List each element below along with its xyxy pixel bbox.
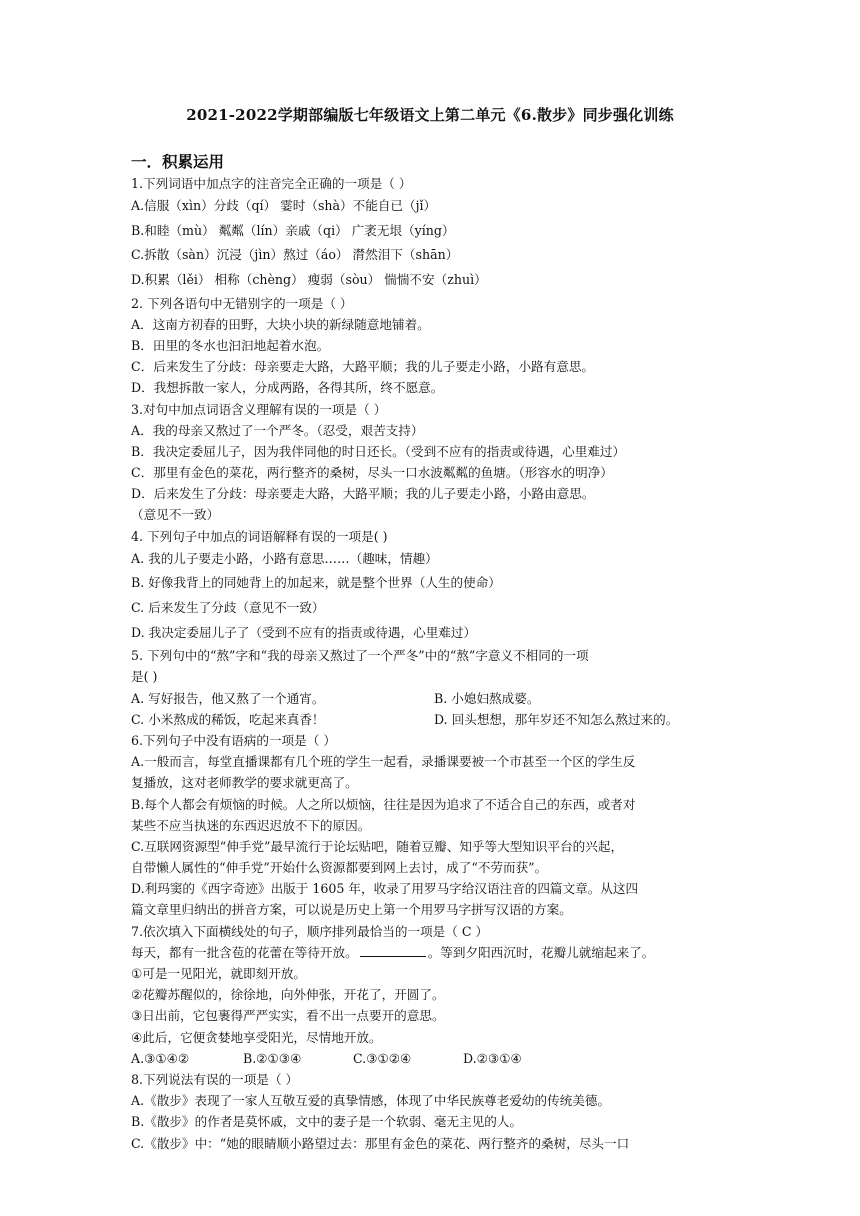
question-6-option-c-line1: C.互联网资源型“伸手党”最早流行于论坛贴吧，随着豆瓣、知乎等大型知识平台的兴起， xyxy=(131,838,624,854)
question-3-stem: 3.对句中加点词语含义理解有误的一项是（ ） xyxy=(131,401,387,417)
question-8-stem: 8.下列说法有误的一项是（ ） xyxy=(131,1071,299,1087)
question-5-option-a: A. 写好报告，他又熬了一个通宵。 xyxy=(131,690,325,706)
question-7-sentence-1: ①可是一见阳光，就即刻开放。 xyxy=(131,966,307,981)
question-7-stem: 7.依次填入下面横线处的句子，顺序排列最恰当的一项是（ C ） xyxy=(131,923,489,939)
question-body xyxy=(131,173,737,1154)
question-2-option-c: C．后来发生了分歧：母亲要走大路，大路平顺；我的儿子要走小路，小路有意思。 xyxy=(131,359,595,375)
question-2-option-b: B．田里的冬水也汩汩地起着水泡。 xyxy=(131,337,330,353)
question-6-option-b-line2: 某些不应当执迷的东西迟迟放不下的原因。 xyxy=(131,817,371,833)
question-7-passage xyxy=(131,942,737,963)
question-7-option-d: D.②③①④ xyxy=(463,1050,522,1066)
question-8-option-a: A.《散步》表现了一家人互敬互爱的真挚情感，体现了中华民族尊老爱幼的传统美德。 xyxy=(131,1093,611,1109)
question-7-options xyxy=(131,1048,737,1069)
question-6-option-d-line2: 篇文章里归纳出的拼音方案，可以说是历史上第一个用罗马字拼写汉语的方案。 xyxy=(131,902,572,918)
question-4-option-c: C. 后来发生了分歧（意见不一致） xyxy=(131,600,325,615)
question-5-stem: 5. 下列句中的“熬”字和“我的母亲又熬过了一个严冬”中的“熬”字意义不相同的一项 xyxy=(131,648,589,664)
question-3-option-b: B．我决定委屈儿子，因为我伴同他的时日还长。（受到不应有的指责或待遇，心里难过） xyxy=(131,443,626,459)
question-8-option-c: C.《散步》中：“她的眼睛顺小路望过去：那里有金色的菜花、两行整齐的桑树，尽头一口 xyxy=(131,1135,630,1151)
question-6-option-a-line1: A.一般而言，每堂直播课都有几个班的学生一起看，录播课要被一个市甚至一个区的学生反 xyxy=(131,754,636,770)
question-7-option-b: B.②①③④ xyxy=(243,1050,302,1066)
page-title: 2021-2022学期部编版七年级语文上第二单元《6.散步》同步强化训练 xyxy=(186,106,674,124)
question-5-option-b: B. 小媳妇熬成婆。 xyxy=(434,690,540,706)
fill-blank xyxy=(360,944,426,957)
question-2-option-a: A．这南方初春的田野，大块小块的新绿随意地铺着。 xyxy=(131,316,430,332)
question-4-option-b: B. 好像我背上的同她背上的加起来，就是整个世界（人生的使命） xyxy=(131,575,501,591)
question-4-stem: 4. 下列句子中加点的词语解释有误的一项是( ) xyxy=(131,528,388,544)
question-4-option-a: A. 我的儿子要走小路，小路有意思……（趣味，情趣） xyxy=(131,550,438,566)
question-7-sentence-2: ②花瓣苏醒似的，徐徐地，向外伸张，开花了，开圆了。 xyxy=(131,987,445,1003)
question-3-option-a: A．我的母亲又熬过了一个严冬。（忍受，艰苦支持） xyxy=(131,422,424,438)
question-5-options-cd xyxy=(131,709,737,730)
question-4-option-d: D. 我决定委屈儿子了（受到不应有的指责或待遇，心里难过） xyxy=(131,624,477,640)
question-1-stem: 1.下列词语中加点字的注音完全正确的一项是（ ） xyxy=(131,176,412,191)
question-1-option-b: B.和睦（mù） 粼粼（lín）亲戚（qi） 广袤无垠（yíng） xyxy=(131,222,455,238)
question-5-option-c: C. 小米熬成的稀饭，吃起来真香！ xyxy=(131,711,325,727)
question-1-option-c: C.拆散（sàn）沉浸（jìn）熬过（áo） 潸然泪下（shān） xyxy=(131,247,459,263)
question-6-option-a-line2: 复播放，这对老师教学的要求就更高了。 xyxy=(131,775,358,791)
question-6-option-d-line1: D.利玛窦的《西字奇迹》出版于 1605 年，收录了用罗马字给汉语注音的四篇文章。从这四 xyxy=(131,881,639,897)
question-7-option-a: A.③①④② xyxy=(131,1050,190,1066)
question-2-option-d: D．我想拆散一家人，分成两路，各得其所，终不愿意。 xyxy=(131,380,444,396)
question-1-option-d: D.积累（lěi） 相称（chèng） 瘦弱（sòu） 惴惴不安（zhuì） xyxy=(131,271,487,287)
question-6-option-b-line1: B.每个人都会有烦恼的时候。人之所以烦恼，往往是因为追求了不适合自己的东西，或者对 xyxy=(131,796,636,812)
question-3-option-d: D．后来发生了分歧：母亲要走大路，大路平顺；我的儿子要走小路，小路由意思。 xyxy=(131,486,595,502)
question-2-stem: 2. 下列各语句中无错别字的一项是（ ） xyxy=(131,295,353,311)
question-5-option-d: D. 回头想想，那年岁还不知怎么熬过来的。 xyxy=(434,711,679,727)
question-3-option-d-note: （意见不一致） xyxy=(131,507,220,523)
question-7-sentence-3: ③日出前，它包裹得严严实实，看不出一点要开的意思。 xyxy=(131,1008,445,1024)
question-1-option-a: A.信服（xìn）分歧（qí） 霎时（shà）不能自已（jǐ） xyxy=(131,198,437,214)
question-5-options-ab xyxy=(131,688,737,709)
question-5-stem-cont: 是( ) xyxy=(131,669,158,685)
question-8-option-b: B.《散步》的作者是莫怀戚，文中的妻子是一个软弱、毫无主见的人。 xyxy=(131,1114,523,1130)
question-6-stem: 6.下列句子中没有语病的一项是（ ） xyxy=(131,732,336,748)
question-3-option-c: C．那里有金色的菜花，两行整齐的桑树，尽头一口水波粼粼的鱼塘。（形容水的明净） xyxy=(131,465,613,481)
question-7-sentence-4: ④此后，它便贪婪地享受阳光，尽情地开放。 xyxy=(131,1029,382,1045)
question-7-passage-before: 每天，都有一批含苞的花蕾在等待开放。 xyxy=(131,944,358,960)
section-heading: 一．积累运用 xyxy=(131,152,225,171)
question-6-option-c-line2: 自带懒人属性的“伸手党”开始什么资源都要到网上去讨，成了“不劳而获”。 xyxy=(131,860,548,876)
question-7-passage-after: 。等到夕阳西沉时，花瓣儿就缩起来了。 xyxy=(427,944,655,960)
question-7-option-c: C.③①②④ xyxy=(353,1050,412,1066)
